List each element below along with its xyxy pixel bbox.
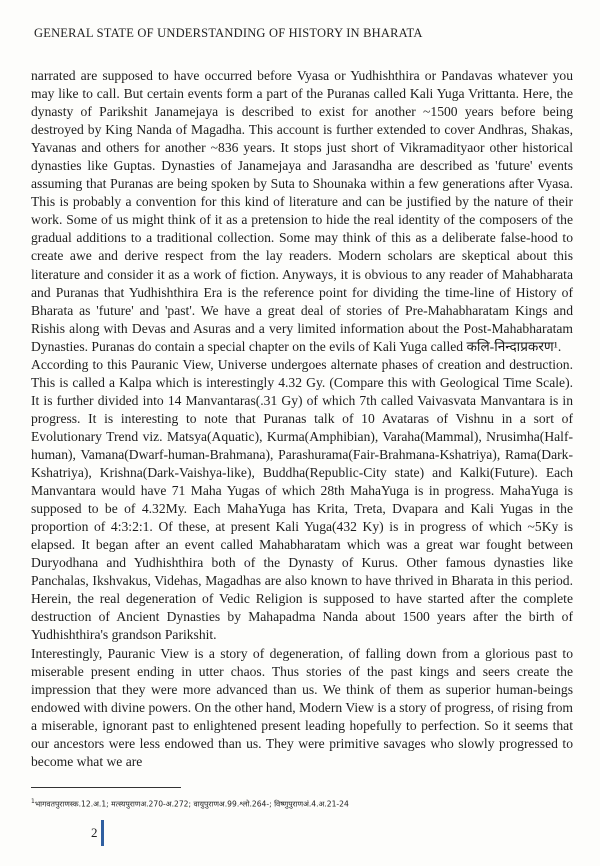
footnote bbox=[31, 798, 576, 810]
paragraph: According to this Pauranic View, Universe undergoes alternate phases of creation and destruction. This is called a Kalpa which is interestingly 4.32 Gy. (Compare this with Geological Time Scale). It is further divided into 14 Manvantaras(.31 Gy) of which 7th called Vaivasvata Manvantara is in progress. It is interesting to note that Puranas talk of 10 Avataras of Vishnu in a sort of Evolutionary Trend viz. Matsya(Aquatic), Kurma(Amphibian), Varaha(Mammal), Nrusimha(Half-human), Vamana(Dwarf-human-Brahmana), Parashurama(Fair-Brahmana-Kshatriya), Rama(Dark-Kshatriya), Krishna(Dark-Vaishya-like), Buddha(Republic-City state) and Kalki(Future). Each Manvantara would have 71 Maha Yugas of which 28th MahaYuga is in progress. MahaYuga is supposed to be of 4.32My. Each MahaYuga has Krita, Treta, Dvapara and Kali Yugas in the proportion of 4:3:2:1. Of these, at present Kali Yuga(432 Ky) is in progress of which ~5Ky is elapsed. It began after an event called Mahabharatam which was a great war fought between Duryodhana and Yudhishthira both of the Dynasty of Kurus. Other famous dynasties like Panchalas, Ikshvakus, Videhas, Magadhas are also known to have thrived in Bharata in this period. Herein, the real degeneration of Vedic Religion is supposed to have started after the complete destruction of Ancient Dynasties by Mahapadma Nanda about 1500 years after the birth of Yudhishthira's grandson Parikshit. bbox=[31, 356, 573, 643]
running-head: GENERAL STATE OF UNDERSTANDING OF HISTORY IN BHARATA bbox=[34, 26, 423, 40]
page-number: 2 bbox=[91, 825, 98, 840]
footnote-text: भागवतपुराणस्क.12.अ.1; मत्स्यपुराणअ.270-अ.272; वायुपुराणअ.99.श्लो.264-; विष्णुपुराणअं.4.अ.21-24 bbox=[34, 799, 349, 809]
footnote-marker: 1 bbox=[31, 798, 35, 805]
paragraph: narrated are supposed to have occurred before Vyasa or Yudhishthira or Pandavas whatever you may like to call. But certain events form a part of the Puranas called Kali Yuga Vrittanta. Here, the dynasty of Parikshit Janamejaya is described to exist for another ~1500 years before being destroyed by King Nanda of Magadha. This account is further extended to cover Andhras, Shakas, Yavanas and others for another ~836 years. It stops just short of Vikramadityaor other historical dynasties like Guptas. Dynasties of Janamejaya and Jarasandha are described as 'future' events assuming that Puranas are being spoken by Suta to Shounaka within a few generations after Vyasa. This is probably a convention for this kind of literature and can be justified by the nature of their work. Some of us might think of it as a pretension to hide the real identity of the composers of the gradual additions to a traditional collection. Some may think of this as a deliberate false-hood to create awe and derive respect from the lay readers. Modern scholars are skeptical about this literature and consider it as a work of fiction. Anyways, it is obvious to any reader of Mahabharata and Puranas that Yudhishthira Era is the reference point for dividing the time-line of History of Bharata as 'future' and 'past'. We have a great deal of stories of Pre-Mahabharatam Kings and Rishis along with Devas and Asuras and a very limited information about the Post-Mahabharatam Dynasties. Puranas do contain a special chapter on the evils of Kali Yuga called कलि-निन्दाप्रकरण¹. bbox=[31, 68, 573, 354]
paragraph: Interestingly, Pauranic View is a story of degeneration, of falling down from a glorious past to miserable present ending in utter chaos. Thus stories of the past kings and seers create the impression that they were more advanced than us. We think of them as superior human-beings endowed with divine powers. On the other hand, Modern View is a story of progress, of rising from a miserable, ignorant past to enlightened present leading hopefully to perfection. So it seems that our ancestors were less endowed than us. They were primitive savages who slowly progressed to become what we are bbox=[31, 645, 573, 769]
footnote-divider bbox=[31, 787, 181, 788]
body-text bbox=[31, 67, 573, 771]
page-accent-bar bbox=[101, 820, 104, 846]
